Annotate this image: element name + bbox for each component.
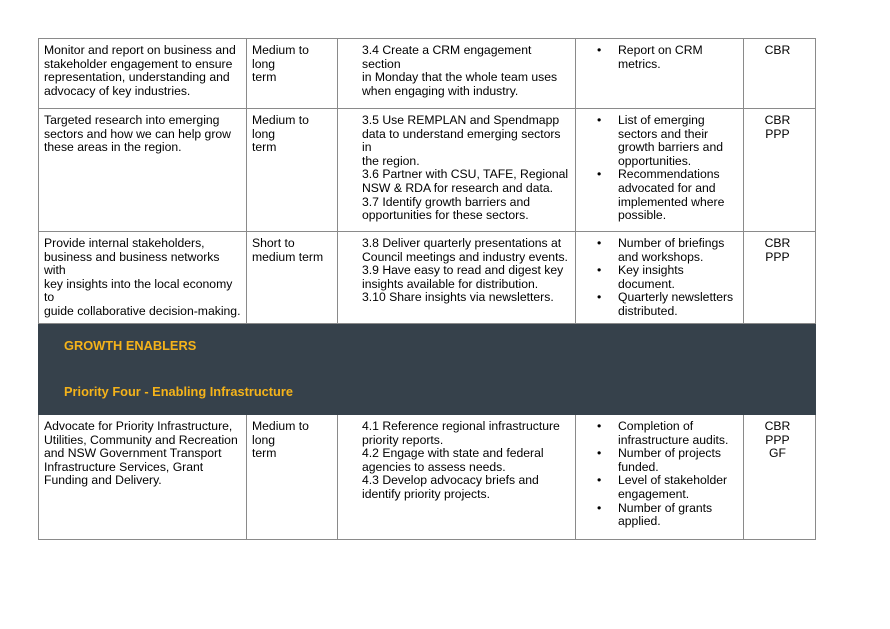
table-row [39,39,816,109]
partners-cell: CBR [744,39,816,109]
measure-item: • Completion of infrastructure audits. [618,420,739,447]
measure-item: • Recommendations advocated for and implemented where possible. [618,168,739,222]
timeframe-cell: Medium to long term [247,39,338,109]
actions-cell: 3.8 Deliver quarterly presentations at Council meetings and industry events. 3.9 Have easy to read and digest key insights available for distribution. 3.10 Share insights via newsletters. [338,232,576,324]
section-band [39,324,816,369]
partners-cell: CBR PPP [744,109,816,232]
objective-cell: Advocate for Priority Infrastructure, Utilities, Community and Recreation and NSW Government Transport Infrastructure Services, Grant Funding and Delivery. [39,415,247,540]
objective-cell: Monitor and report on business and stakeholder engagement to ensure representation, understanding and advocacy of key industries. [39,39,247,109]
partners-cell: CBR PPP [744,232,816,324]
measures-cell [576,415,744,540]
timeframe-cell: Short to medium term [247,232,338,324]
measure-item: • Number of grants applied. [618,502,739,529]
actions-cell: 3.5 Use REMPLAN and Spendmapp data to understand emerging sectors in the region. 3.6 Partner with CSU, TAFE, Regional NSW & RDA for research and data. 3.7 Identify growth barriers and opportunities for these sectors. [338,109,576,232]
objective-cell: Targeted research into emerging sectors and how we can help grow these areas in the region. [39,109,247,232]
table-row [39,109,816,232]
measures-cell [576,109,744,232]
actions-cell: 4.1 Reference regional infrastructure priority reports. 4.2 Engage with state and federal agencies to assess needs. 4.3 Develop advocacy briefs and identify priority projects. [338,415,576,540]
measure-item: • Report on CRM metrics. [618,44,739,71]
measures-cell [576,232,744,324]
measure-item: • Key insights document. [618,264,739,291]
objective-cell: Provide internal stakeholders, business and business networks with key insights into the local economy to guide collaborative decision-making. [39,232,247,324]
measure-item: • Number of projects funded. [618,447,739,474]
priority-band [39,369,816,415]
measure-item: • Number of briefings and workshops. [618,237,739,264]
actions-cell: 3.4 Create a CRM engagement section in Monday that the whole team uses when engaging with industry. [338,39,576,109]
measures-cell [576,39,744,109]
measure-item: • Level of stakeholder engagement. [618,474,739,501]
partners-cell: CBR PPP GF [744,415,816,540]
table-row [39,232,816,324]
measure-item: • Quarterly newsletters distributed. [618,291,739,318]
table-row [39,415,816,540]
timeframe-cell: Medium to long term [247,415,338,540]
section-heading: GROWTH ENABLERS [39,324,816,369]
priority-heading: Priority Four - Enabling Infrastructure [39,369,816,415]
action-plan-table [38,38,816,540]
timeframe-cell: Medium to long term [247,109,338,232]
measure-item: • List of emerging sectors and their growth barriers and opportunities. [618,114,739,168]
